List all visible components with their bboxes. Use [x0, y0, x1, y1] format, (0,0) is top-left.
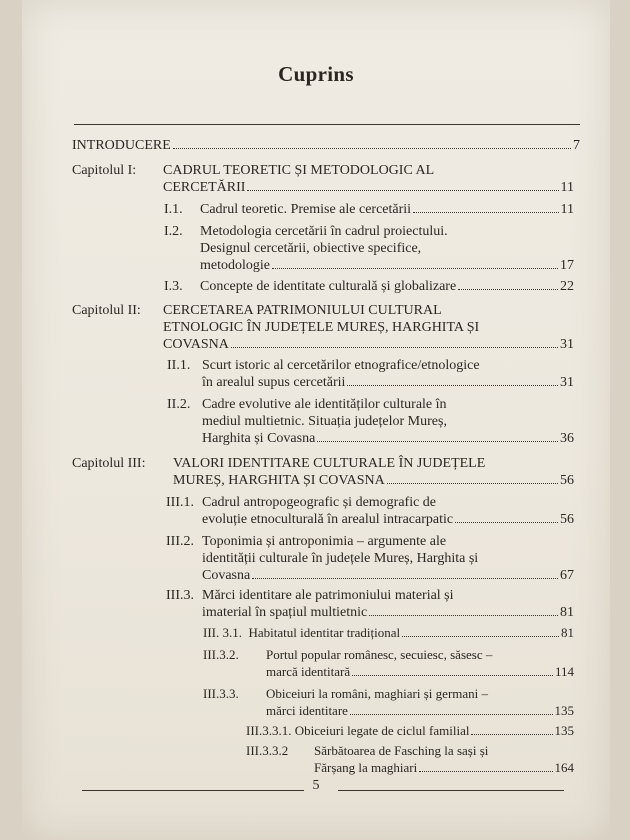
- toc-entry-III-3-3: mărci identitare 135: [266, 703, 574, 718]
- page-number: 31: [560, 375, 574, 390]
- section-number: III.3.3.1.: [246, 723, 292, 738]
- leader-dots: [402, 635, 559, 637]
- section-title-line: Toponimia și antroponimia – argumente ale: [202, 534, 447, 549]
- toc-entry-I-3: Concepte de identitate culturală și globalizare 22: [200, 279, 574, 294]
- leader-dots: [458, 288, 558, 290]
- chapter-title-line: VALORI IDENTITARE CULTURALE ÎN JUDEȚELE: [173, 456, 486, 471]
- chapter-title-line: CADRUL TEORETIC ȘI METODOLOGIC AL: [163, 163, 435, 178]
- page-number: 56: [560, 512, 574, 527]
- section-number: III.3.: [166, 588, 194, 603]
- section-number: III.3.3.2: [246, 743, 289, 758]
- section-title-line: mediul multietnic. Situația județelor Mureș,: [202, 414, 447, 429]
- page-number: 36: [560, 431, 574, 446]
- leader-dots: [317, 440, 558, 442]
- toc-entry-III-2: Covasna 67: [202, 568, 574, 583]
- leader-dots: [413, 211, 558, 213]
- leader-dots: [173, 147, 571, 149]
- leader-dots: [419, 770, 552, 772]
- page-number: 81: [561, 625, 574, 640]
- leader-dots: [471, 733, 552, 735]
- page-number: 31: [560, 337, 574, 352]
- section-title-line: Portul popular românesc, secuiesc, săsesc –: [266, 647, 493, 662]
- leader-dots: [231, 346, 558, 348]
- section-number: I.2.: [164, 224, 183, 239]
- page-number: 67: [560, 568, 574, 583]
- toc-entry-III-3-3-1: III.3.3.1. Obiceiuri legate de ciclul familial 135: [246, 723, 574, 738]
- leader-dots: [369, 614, 558, 616]
- book-page: [22, 0, 610, 840]
- page-number: 56: [560, 473, 574, 488]
- toc-entry-chapter-3: MUREȘ, HARGHITA ȘI COVASNA 56: [173, 473, 574, 488]
- leader-dots: [347, 384, 558, 386]
- toc-entry-II-2: Harghita și Covasna 36: [202, 431, 574, 446]
- section-title-line: Scurt istoric al cercetărilor etnografice/etnologice: [202, 358, 480, 373]
- section-number: III.3.2.: [203, 647, 239, 662]
- toc-entry-introducere: INTRODUCERE 7: [72, 138, 580, 153]
- section-title-line: Designul cercetării, obiective specifice,: [200, 241, 422, 256]
- page-number: 22: [560, 279, 574, 294]
- page-number: 11: [560, 180, 574, 195]
- leader-dots: [272, 267, 558, 269]
- section-number: III. 3.1.: [203, 625, 242, 640]
- section-title-line: Obiceiuri la români, maghiari și germani –: [266, 686, 489, 701]
- section-title-line: identității culturale în județele Mureș, Harghita și: [202, 551, 479, 566]
- toc-entry-III-3-1: III. 3.1. Habitatul identitar tradițional 81: [203, 625, 574, 640]
- chapter-label: Capitolul II:: [72, 303, 141, 318]
- section-number: II.2.: [167, 397, 191, 412]
- page-number: 114: [554, 664, 574, 679]
- toc-entry-I-1: Cadrul teoretic. Premise ale cercetării 11: [200, 202, 574, 217]
- chapter-label: Capitolul III:: [72, 456, 146, 471]
- chapter-title-line: ETNOLOGIC ÎN JUDEȚELE MUREȘ, HARGHITA ȘI: [163, 320, 480, 335]
- toc-entry-III-3-2: marcă identitară 114: [266, 664, 574, 679]
- page-number: 7: [573, 138, 580, 153]
- section-title-line: Sărbătoarea de Fasching la sași și: [314, 743, 489, 758]
- section-number: I.1.: [164, 202, 183, 217]
- section-title-line: Cadrul antropogeografic și demografic de: [202, 495, 437, 510]
- toc-entry-II-1: în arealul supus cercetării 31: [202, 375, 574, 390]
- page-number: 164: [554, 760, 574, 775]
- chapter-title-line: CERCETAREA PATRIMONIULUI CULTURAL: [163, 303, 442, 318]
- leader-dots: [350, 713, 553, 715]
- page-number: 11: [560, 202, 574, 217]
- leader-dots: [387, 482, 558, 484]
- section-number: III.1.: [166, 495, 194, 510]
- footer-page-number: 5: [312, 778, 320, 793]
- chapter-label: Capitolul I:: [72, 163, 137, 178]
- toc-entry-chapter-1: CERCETĂRII 11: [163, 180, 574, 195]
- title-divider: [74, 124, 580, 125]
- leader-dots: [455, 521, 558, 523]
- page-number: 135: [554, 703, 574, 718]
- footer-rule-right: [338, 790, 564, 791]
- leader-dots: [247, 189, 558, 191]
- toc-entry-III-1: evoluție etnoculturală în arealul intracarpatic 56: [202, 512, 574, 527]
- page-title: Cuprins: [278, 62, 354, 86]
- toc-entry-I-2: metodologie 17: [200, 258, 574, 273]
- toc-entry-chapter-2: COVASNA 31: [163, 337, 574, 352]
- page-number: 81: [560, 605, 574, 620]
- section-number: I.3.: [164, 279, 183, 294]
- section-number: II.1.: [167, 358, 191, 373]
- section-title-line: Mărci identitare ale patrimoniului material și: [202, 588, 454, 603]
- toc-entry-III-3-3-2: Fărșang la maghiari 164: [314, 760, 574, 775]
- section-title-line: Metodologia cercetării în cadrul proiectului.: [200, 224, 448, 239]
- section-number: III.2.: [166, 534, 194, 549]
- section-number: III.3.3.: [203, 686, 239, 701]
- page-number: 17: [560, 258, 574, 273]
- page-number: 135: [554, 723, 574, 738]
- leader-dots: [252, 577, 558, 579]
- toc-entry-III-3: imaterial în spațiul multietnic 81: [202, 605, 574, 620]
- leader-dots: [352, 674, 553, 676]
- section-title-line: Cadre evolutive ale identităților culturale în: [202, 397, 447, 412]
